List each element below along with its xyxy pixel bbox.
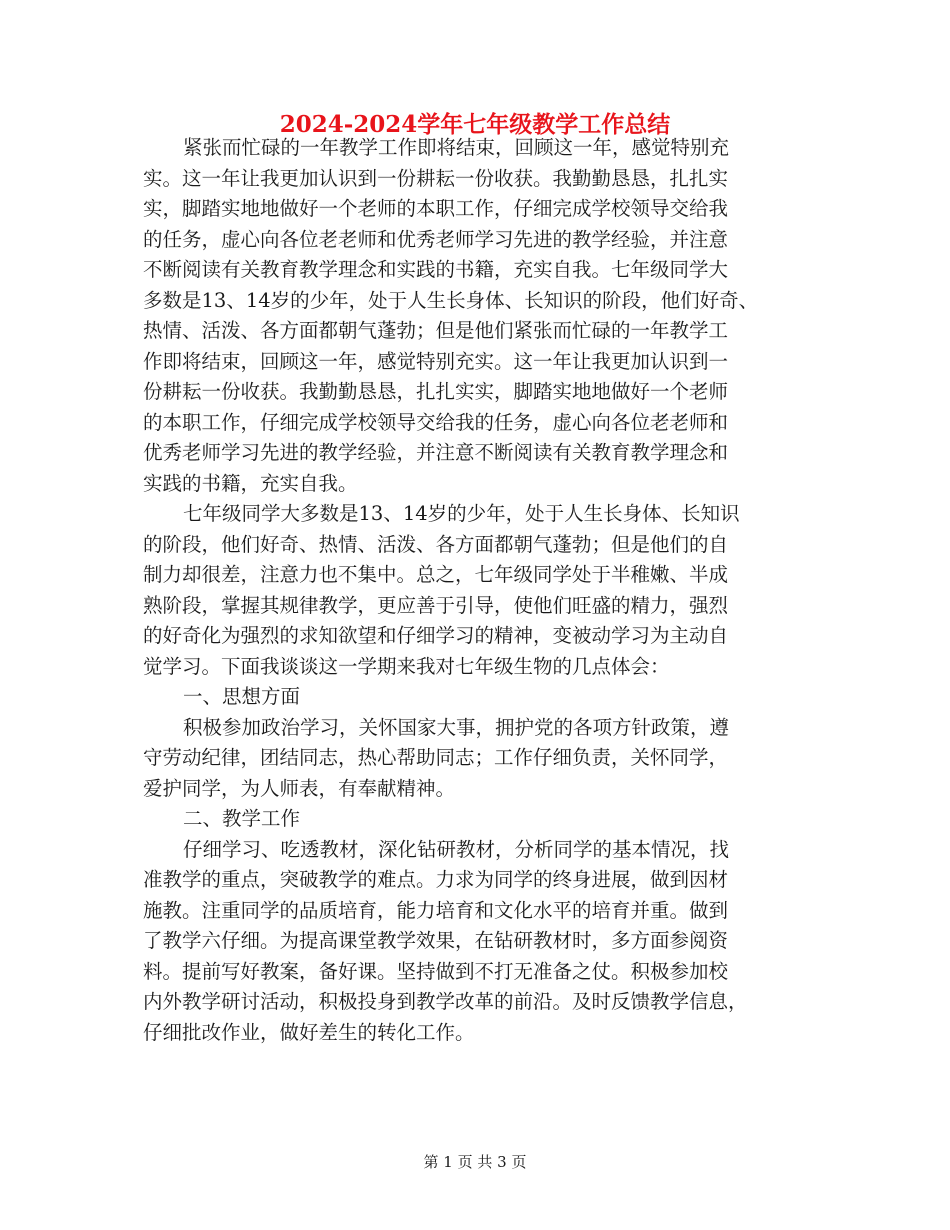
text-line: 了教学六仔细。为提高课堂教学效果，在钻研教材时，多方面参阅资 — [143, 929, 729, 952]
text-line: 制力却很差，注意力也不集中。总之，七年级同学处于半稚嫩、半成 — [143, 563, 729, 586]
text-line: 的任务，虚心向各位老老师和优秀老师学习先进的教学经验，并注意 — [143, 227, 729, 251]
text-line: 实。这一年让我更加认识到一份耕耘一份收获。我勤勤恳恳，扎扎实 — [143, 166, 729, 190]
text-line: 施教。注重同学的品质培育，能力培育和文化水平的培育并重。做到 — [143, 898, 729, 922]
text-line: 实践的书籍，充实自我。 — [143, 471, 358, 495]
text-line: 七年级同学大多数是13、14岁的少年，处于人生长身体、长知识 — [183, 502, 740, 525]
text-line: 不断阅读有关教育教学理念和实践的书籍，充实自我。七年级同学大 — [143, 258, 729, 281]
text-line: 仔细批改作业，做好差生的转化工作。 — [143, 1020, 475, 1044]
text-line: 实，脚踏实地地做好一个老师的本职工作，仔细完成学校领导交给我 — [143, 197, 729, 220]
text-line: 觉学习。下面我谈谈这一学期来我对七年级生物的几点体会： — [143, 654, 670, 678]
text-line: 料。提前写好教案，备好课。坚持做到不打无准备之仗。积极参加校 — [143, 959, 729, 983]
section-heading: 二、教学工作 — [183, 807, 301, 830]
text-line: 份耕耘一份收获。我勤勤恳恳，扎扎实实，脚踏实地地做好一个老师 — [143, 380, 729, 403]
section-heading: 一、思想方面 — [183, 685, 301, 708]
text-line: 多数是13、14岁的少年，处于人生长身体、长知识的阶段，他们好奇、 — [143, 288, 759, 312]
text-line: 的本职工作，仔细完成学校领导交给我的任务，虚心向各位老老师和 — [143, 410, 729, 434]
text-line: 热情、活泼、各方面都朝气蓬勃；但是他们紧张而忙碌的一年教学工 — [143, 319, 729, 342]
text-line: 内外教学研讨活动，积极投身到教学改革的前沿。及时反馈教学信息， — [143, 990, 748, 1013]
text-line: 熟阶段，掌握其规律教学，更应善于引导，使他们旺盛的精力，强烈 — [143, 593, 729, 617]
text-line: 紧张而忙碌的一年教学工作即将结束，回顾这一年，感觉特别充 — [183, 136, 730, 159]
document-title: 2024-2024学年七年级教学工作总结 — [279, 111, 671, 138]
text-line: 仔细学习、吃透教材，深化钻研教材，分析同学的基本情况，找 — [183, 837, 730, 861]
text-line: 优秀老师学习先进的教学经验，并注意不断阅读有关教育教学理念和 — [143, 441, 729, 464]
text-line: 守劳动纪律，团结同志，热心帮助同志；工作仔细负责，关怀同学， — [143, 746, 729, 769]
text-line: 的阶段，他们好奇、热情、活泼、各方面都朝气蓬勃；但是他们的自 — [143, 532, 729, 556]
document-body — [143, 133, 815, 1048]
text-line: 准教学的重点，突破教学的难点。力求为同学的终身进展，做到因材 — [143, 868, 729, 891]
text-line: 的好奇化为强烈的求知欲望和仔细学习的精神，变被动学习为主动自 — [143, 624, 729, 647]
page-footer: 第 1 页 共 3 页 — [423, 1153, 527, 1171]
text-line: 积极参加政治学习，关怀国家大事，拥护党的各项方针政策，遵 — [183, 715, 730, 739]
text-line: 爱护同学，为人师表，有奉献精神。 — [143, 776, 456, 800]
text-line: 作即将结束，回顾这一年，感觉特别充实。这一年让我更加认识到一 — [143, 349, 729, 373]
